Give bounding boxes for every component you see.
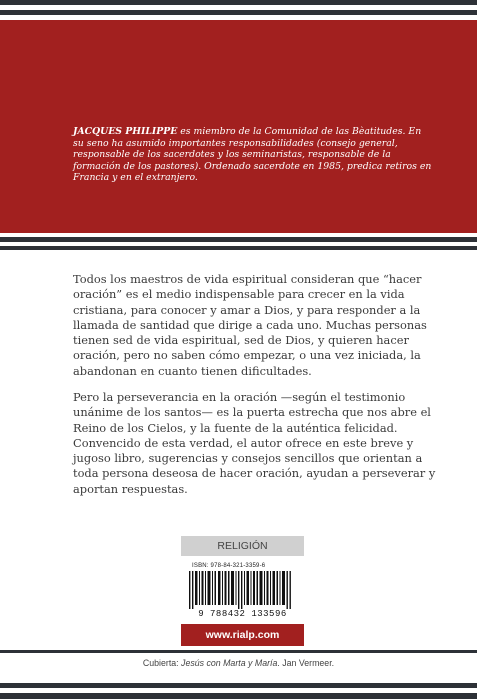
footer-stripe-2 — [0, 693, 477, 699]
author-name: JACQUES PHILIPPE — [73, 126, 178, 137]
isbn-text: ISBN: 978-84-321-3359-6 — [192, 563, 266, 569]
category-label: RELIGIÓN — [181, 536, 304, 556]
credit-prefix: Cubierta: — [142, 658, 182, 668]
mid-stripe-1 — [0, 237, 477, 242]
author-bio — [73, 126, 433, 184]
footer-stripe-1 — [0, 683, 477, 688]
cover-credit — [0, 658, 477, 668]
bottom-stripe — [0, 650, 477, 653]
credit-suffix: . Jan Vermeer. — [277, 658, 335, 668]
barcode-block — [181, 561, 304, 620]
top-stripe-1 — [0, 0, 477, 5]
website-link[interactable]: www.rialp.com — [181, 624, 304, 646]
top-stripe-2 — [0, 10, 477, 15]
credit-title: Jesús con Marta y María — [181, 658, 278, 668]
synopsis-paragraph-1: Todos los maestros de vida espiritual consideran que “hacer oración” es el medio indispensable para crecer en la vida cristiana, para conocer y amar a Dios, y para responder a la llamada de santidad que dirige a cada uno. Muchas personas tienen sed de vida espiritual, sed de Dios, y quieren hacer oración, pero no saben cómo empezar, o una vez iniciada, la abandonan en cuanto tienen dificultades. — [73, 272, 427, 378]
synopsis-paragraph-2: Pero la perseverancia en la oración —según el testimonio unánime de los santos— es la puerta estrecha que nos abre el Reino de los Cielos, y la fuente de la auténtica felicidad. Convencido de esta verdad, el autor ofrece en este breve y jugoso libro, sugerencias y consejos sencillos que orientan a toda persona deseosa de hacer oración, ayudan a perseverar y aportan respuestas. — [73, 390, 436, 496]
barcode-digits: 9 788432 133596 — [198, 609, 287, 619]
mid-stripe-2 — [0, 246, 477, 250]
barcode-icon — [189, 571, 296, 609]
author-bio-text: es miembro de la Comunidad de las Bèatitudes. En su seno ha asumido importantes responsabilidades (consejo general, responsable de los sacerdotes y los seminaristas, responsable de la formación de los pastores). Ordenado sacerdote en 1985, predica retiros en Francia y en el extranjero. — [73, 126, 432, 184]
